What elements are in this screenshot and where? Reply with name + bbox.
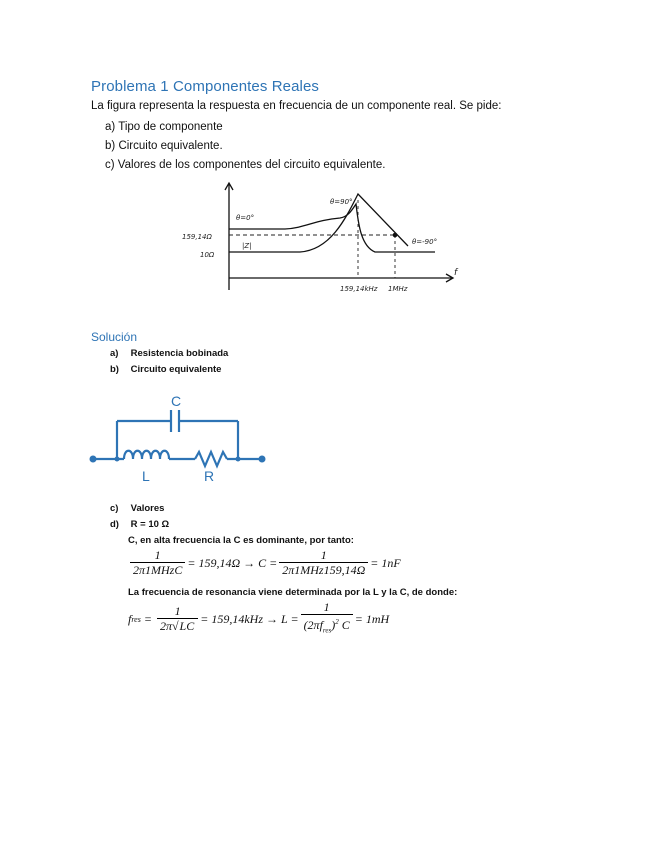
den-subscript: res (322, 626, 332, 635)
question-item (105, 140, 223, 152)
item-text: Valores (130, 503, 165, 514)
equation-result: = 1nF (370, 555, 401, 570)
den-part: C (341, 618, 350, 632)
equation-lhs: f (128, 611, 132, 626)
inductor-label: L (142, 468, 150, 484)
numerator: 1 (320, 548, 327, 562)
terminal-left (90, 456, 97, 463)
capacitance-note: C, en alta frecuencia la C es dominante, por tanto: (128, 535, 354, 546)
item-mark: d) (110, 519, 119, 530)
lhs-subscript: res (131, 614, 141, 624)
resistor-label: R (204, 468, 215, 484)
numerator: 1 (174, 604, 181, 619)
denominator: 2π√LC (157, 618, 198, 634)
resonance-note: La frecuencia de resonancia viene determinada por la L y la C, de donde: (128, 587, 458, 598)
fraction (301, 600, 353, 638)
equivalent-circuit (80, 388, 280, 488)
fraction (130, 548, 185, 578)
den-superscript: 2 (335, 618, 339, 626)
equation-inductance (128, 600, 389, 638)
sqrt-content: LC (179, 619, 195, 634)
page-title: Problema 1 Componentes Reales (91, 78, 320, 95)
equation-capacitance (128, 548, 401, 578)
theta-90-label: θ=90° (330, 198, 353, 206)
x-tick-resonance: 159,14kHz (340, 285, 378, 293)
fraction (279, 548, 368, 578)
z-magnitude-label: |Z| (242, 242, 252, 250)
item-mark: c) (110, 503, 119, 514)
terminal-right (259, 456, 266, 463)
theta-minus90-label: θ=-90° (412, 238, 438, 246)
question-mark: a) (105, 121, 116, 133)
capacitor-label: C (171, 393, 182, 409)
question-mark: c) (105, 159, 115, 171)
solution-item (110, 519, 169, 530)
den-part: ) (331, 618, 336, 632)
phase-curve (229, 204, 438, 252)
point-1mhz (393, 233, 398, 238)
question-mark: b) (105, 140, 116, 152)
item-text: R = 10 Ω (130, 519, 170, 530)
solution-heading: Solución (91, 330, 138, 344)
intro-text: La figura representa la respuesta en frecuencia de un componente real. Se pide: (91, 100, 502, 112)
x-axis-label: f (454, 268, 458, 278)
denominator (301, 614, 353, 638)
y-tick-10: 10Ω (200, 251, 215, 259)
fraction (157, 604, 198, 634)
equation-result: = 1mH (354, 611, 390, 626)
equation-middle: = 159,14Ω → C = (187, 555, 278, 570)
denominator-prefix: 2π (159, 619, 172, 634)
item-mark: b) (110, 364, 119, 375)
denominator: 2π1MHz159,14Ω (279, 562, 368, 578)
question-text: Valores de los componentes del circuito equivalente. (117, 159, 386, 171)
solution-item (110, 348, 228, 359)
question-item (105, 121, 223, 133)
solution-item (110, 364, 221, 375)
numerator: 1 (154, 548, 161, 562)
item-mark: a) (110, 348, 119, 359)
magnitude-curve (229, 194, 408, 252)
frequency-response-figure (180, 180, 470, 300)
question-text: Circuito equivalente. (118, 140, 223, 152)
resistor-zigzag (195, 452, 227, 466)
question-text: Tipo de componente (118, 121, 223, 133)
item-text: Circuito equivalente (130, 364, 222, 375)
item-text: Resistencia bobinada (130, 348, 229, 359)
inductor-coil (124, 451, 169, 459)
node-left (115, 457, 120, 462)
equation-middle: = 159,14kHz → L = (200, 611, 299, 626)
x-tick-1mhz: 1MHz (388, 285, 408, 293)
equals-sign: = (143, 611, 152, 626)
denominator: 2π1MHzC (130, 562, 185, 578)
node-right (236, 457, 241, 462)
question-item (105, 159, 385, 171)
theta-0-label: θ=0° (236, 214, 255, 222)
den-part: (2πf (303, 618, 323, 632)
solution-item (110, 503, 164, 514)
numerator: 1 (323, 600, 330, 614)
y-tick-159: 159,14Ω (182, 233, 212, 241)
